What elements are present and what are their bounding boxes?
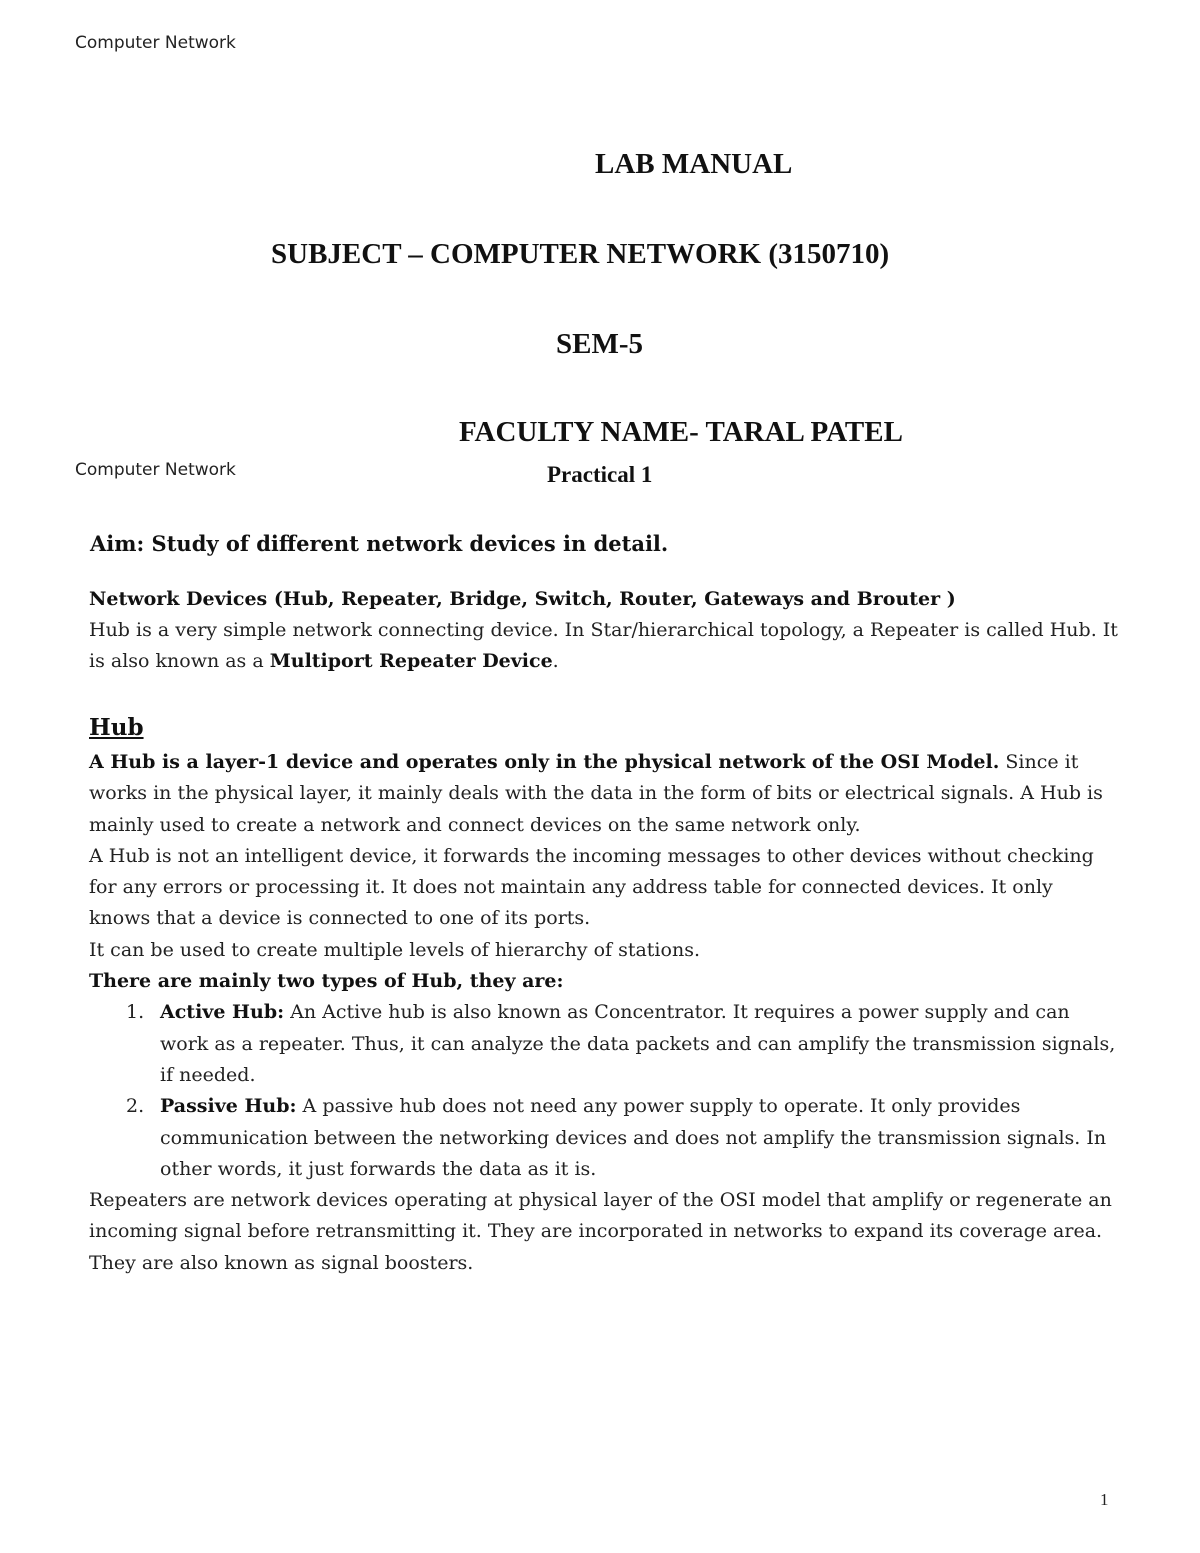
manual-title: LAB MANUAL: [595, 148, 793, 180]
aim-heading: Aim: Study of different network devices in detail.: [90, 531, 669, 556]
running-header: Computer Network: [75, 33, 236, 53]
intro-bold-term: Multiport Repeater Device: [269, 650, 553, 673]
semester-title: SEM-5: [556, 328, 643, 360]
active-hub-label: Active Hub:: [160, 1001, 285, 1024]
practical-label: Practical 1: [547, 462, 653, 487]
hub-definition-text: Since it works in the physical layer, it mainly deals with the data in the form of bits or electrical signals. A Hub is mainly used to create a network and connect devices on the same network only.: [89, 751, 1103, 836]
list-item: [89, 1091, 1119, 1185]
passive-hub-desc: A passive hub does not need any power supply to operate. It only provides communication between the networking devices and does not amplify the transmission signals. In other words, it just forwards the data as it is.: [160, 1095, 1107, 1180]
intro-end: .: [552, 650, 559, 673]
passive-hub-label: Passive Hub:: [160, 1095, 297, 1118]
list-number: 2.: [126, 1095, 145, 1118]
list-number: 1.: [126, 1001, 145, 1024]
intro-text: Hub is a very simple network connecting device. In Star/hierarchical topology, a Repeater is called Hub. It is also known as a: [89, 619, 1118, 673]
devices-heading: Network Devices (Hub, Repeater, Bridge, Switch, Router, Gateways and Brouter ): [89, 588, 956, 610]
hub-paragraph-2: A Hub is not an intelligent device, it forwards the incoming messages to other devices without checking for any errors or processing it. It does not maintain any address table for connected devices. It only knows that a device is connected to one of its ports.: [89, 844, 1094, 930]
hub-body: [89, 747, 1119, 1279]
hub-paragraph-3: It can be used to create multiple levels of hierarchy of stations.: [89, 938, 700, 961]
hub-types-list: [89, 997, 1119, 1185]
page-number: 1: [1100, 1490, 1109, 1509]
hub-heading: Hub: [89, 714, 144, 741]
running-header-2: Computer Network: [75, 460, 236, 480]
hub-definition-bold: A Hub is a layer-1 device and operates only in the physical network of the OSI Model.: [89, 751, 1000, 773]
hub-types-heading: There are mainly two types of Hub, they are:: [89, 970, 564, 993]
subject-title: SUBJECT – COMPUTER NETWORK (3150710): [271, 238, 890, 270]
repeaters-paragraph: Repeaters are network devices operating at physical layer of the OSI model that amplify or regenerate an incoming signal before retransmitting it. They are incorporated in networks to expand its coverage area. They are also known as signal boosters.: [89, 1189, 1112, 1274]
active-hub-desc: An Active hub is also known as Concentrator. It requires a power supply and can work as a repeater. Thus, it can analyze the data packets and can amplify the transmission signals, if needed.: [160, 1001, 1116, 1086]
list-item: [89, 997, 1119, 1091]
faculty-title: FACULTY NAME- TARAL PATEL: [459, 416, 903, 448]
hub-paragraph-1: [89, 747, 1119, 841]
intro-paragraph: [89, 615, 1129, 678]
